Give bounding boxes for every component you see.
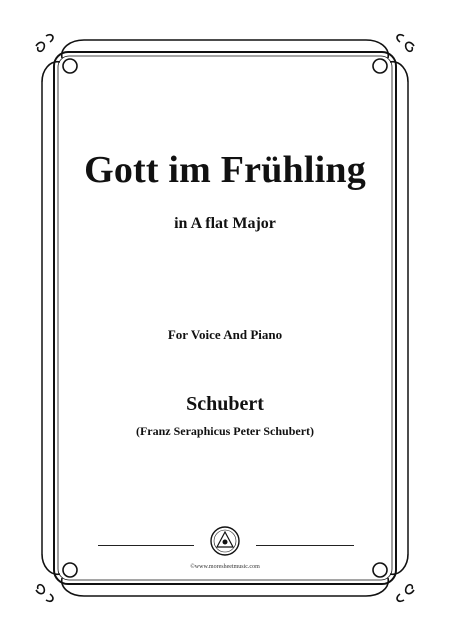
corner-flourish-icon bbox=[366, 35, 414, 82]
divider-left bbox=[98, 545, 194, 546]
corner-flourish-icon bbox=[36, 554, 84, 601]
composer-full-name: (Franz Seraphicus Peter Schubert) bbox=[135, 424, 315, 438]
corner-flourish-icon bbox=[366, 554, 414, 601]
page-title: Gott im Frühling bbox=[84, 149, 366, 191]
website-credit[interactable]: ©www.moresheetmusic.com bbox=[190, 564, 260, 570]
key-subtitle: in A flat Major bbox=[174, 215, 276, 232]
instrumentation-label: For Voice And Piano bbox=[167, 327, 283, 342]
composer-name: Schubert bbox=[186, 393, 264, 415]
divider-right bbox=[256, 545, 354, 546]
corner-flourish-icon bbox=[36, 35, 84, 82]
publisher-seal-icon bbox=[209, 525, 241, 557]
